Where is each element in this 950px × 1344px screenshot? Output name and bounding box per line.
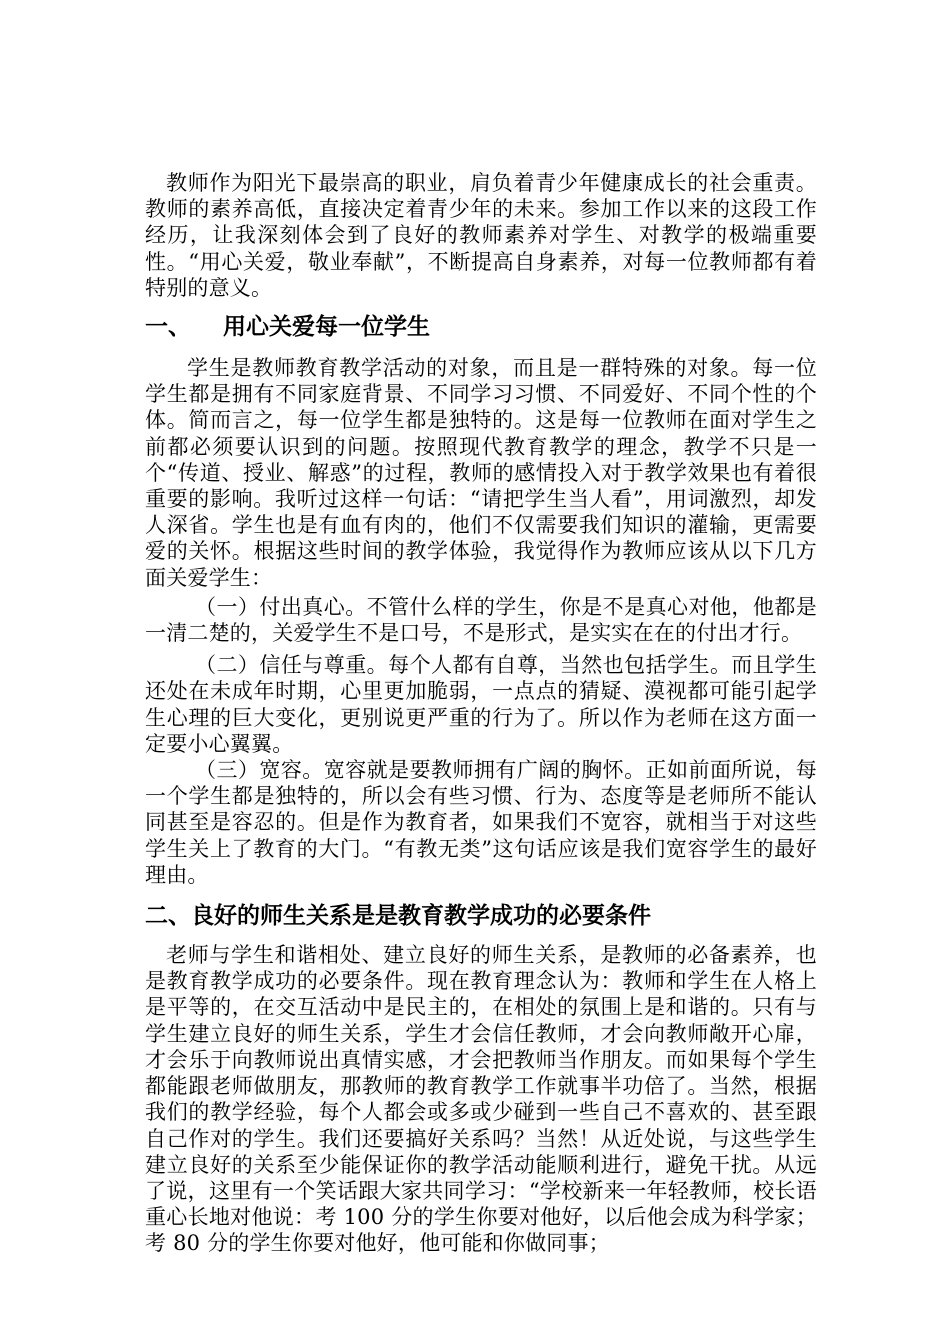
section-1-number: 一、 bbox=[145, 314, 191, 341]
document-body bbox=[145, 170, 817, 1257]
section-1-title: 用心关爱每一位学生 bbox=[223, 314, 430, 341]
section-2-paragraph: 老师与学生和谐相处、建立良好的师生关系，是教师的必备素养，也是教育教学成功的必要条件。现在教育理念认为：教师和学生在人格上是平等的，在交互活动中是民主的，在相处的氛围上是和谐的。只有与学生建立良好的师生关系，学生才会信任教师，才会向教师敞开心扉，才会乐于向教师说出真情实感，才会把教师当作朋友。而如果每个学生都能跟老师做朋友，那教师的教育教学工作就事半功倍了。当然，根据我们的教学经验，每个人都会或多或少碰到一些自己不喜欢的、甚至跟自己作对的学生。我们还要搞好关系吗？当然！从近处说，与这些学生建立良好的关系至少能保证你的教学活动能顺利进行，避免干扰。从远了说，这里有一个笑话跟大家共同学习：“学校新来一年轻教师，校长语重心长地对他说：考 100 分的学生你要对他好，以后他会成为科学家；考 80 分的学生你要对他好，他可能和你做同事； bbox=[145, 943, 817, 1256]
intro-paragraph: 教师作为阳光下最崇高的职业，肩负着青少年健康成长的社会重责。教师的素养高低，直接决定着青少年的未来。参加工作以来的这段工作经历，让我深刻体会到了良好的教师素养对学生、对教学的极端重要性。“用心关爱，敬业奉献”，不断提高自身素养，对每一位教师都有着特别的意义。 bbox=[145, 171, 817, 300]
section-1-heading bbox=[145, 313, 817, 341]
section-1-paragraph: 学生是教师教育教学活动的对象，而且是一群特殊的对象。每一位学生都是拥有不同家庭背景、不同学习习惯、不同爱好、不同个性的个体。简而言之，每一位学生都是独特的。这是每一位教师在面对学生之前都必须要认识到的问题。按照现代教育教学的理念，教学不只是一个“传道、授业、解惑”的过程，教师的感情投入对于教学效果也有着很重要的影响。我听过这样一句话：“请把学生当人看”，用词激烈，却发人深省。学生也是有血有肉的，他们不仅需要我们知识的灌输，更需要爱的关怀。根据这些时间的教学体验，我觉得作为教师应该从以下几方面关爱学生： bbox=[145, 356, 817, 590]
section-2-heading: 二、良好的师生关系是是教育教学成功的必要条件 bbox=[145, 903, 651, 930]
section-1-item-2: （二）信任与尊重。每个人都有自尊，当然也包括学生。而且学生还处在未成年时期，心里更加脆弱，一点点的猜疑、漠视都可能引起学生心理的巨大变化，更别说更严重的行为了。所以作为老师在这方面一定要小心翼翼。 bbox=[145, 653, 817, 756]
section-1-item-1: （一）付出真心。不管什么样的学生，你是不是真心对他，他都是一清二楚的，关爱学生不是口号，不是形式，是实实在在的付出才行。 bbox=[145, 594, 817, 646]
section-1-item-3: （三）宽容。宽容就是要教师拥有广阔的胸怀。正如前面所说，每一个学生都是独特的，所以会有些习惯、行为、态度等是老师所不能认同甚至是容忍的。但是作为教育者，如果我们不宽容，就相当于对这些学生关上了教育的大门。“有教无类”这句话应该是我们宽容学生的最好理由。 bbox=[145, 758, 817, 887]
